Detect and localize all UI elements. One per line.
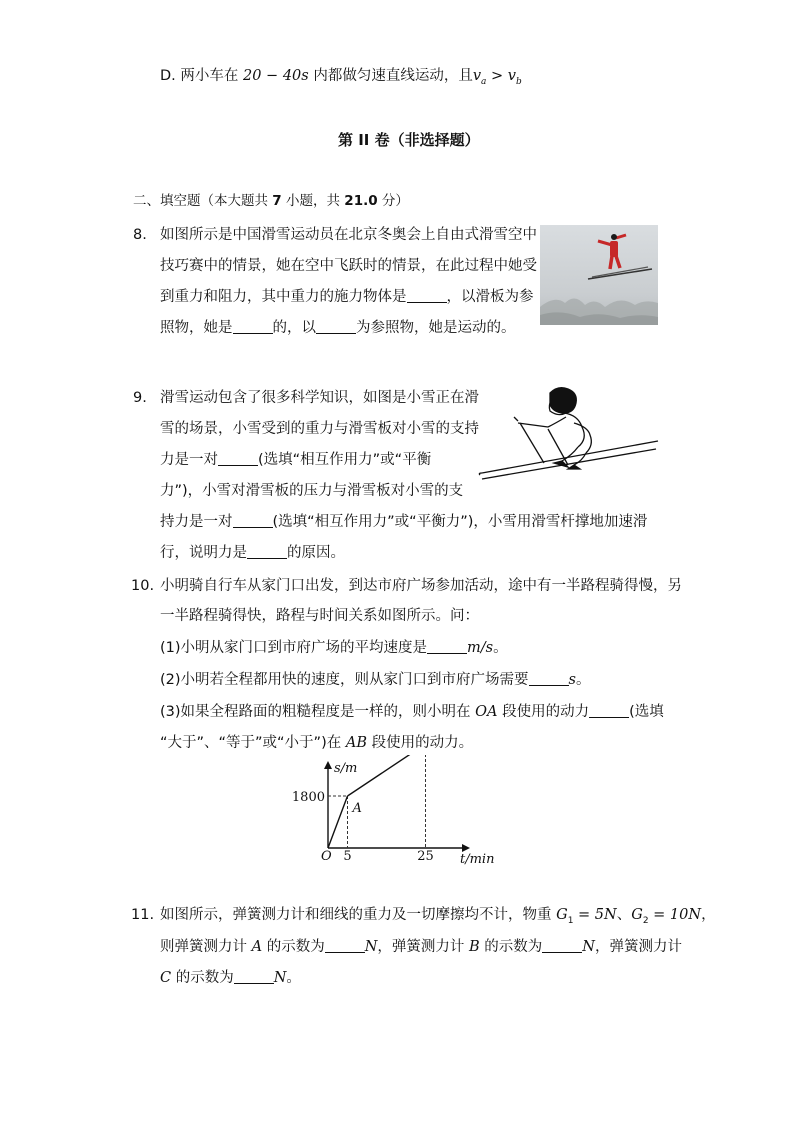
point-label-a: A <box>352 801 362 816</box>
part2-title: 第 II 卷（非选择题） <box>338 131 480 149</box>
answer-blank[interactable] <box>218 451 258 466</box>
x-axis-label: t/min <box>460 852 495 867</box>
q10-line: 小明骑自行车从家门口出发，到达市府广场参加活动，途中有一半路程骑得慢，另 <box>160 578 682 594</box>
skier-drawing-image <box>478 383 663 488</box>
q9-line: 力是一对 (选填“相互作用力”或“平衡 <box>160 452 432 468</box>
aerial-skier-photo <box>540 225 658 325</box>
q8-number: 8. <box>133 227 147 243</box>
series-segment <box>348 755 426 796</box>
q8-line: 照物，她是 的，以 为参照物，她是运动的。 <box>160 320 516 336</box>
answer-blank[interactable] <box>542 938 582 953</box>
y-tick-label: 1800 <box>291 790 325 805</box>
y-axis-label: s/m <box>334 761 358 776</box>
q10-line: (2)小明若全程都用快的速度，则从家门口到市府广场需要 s。 <box>160 672 591 688</box>
answer-blank[interactable] <box>325 938 365 953</box>
q8-line: 技巧赛中的情景，她在空中飞跃时的情景，在此过程中她受 <box>160 258 537 274</box>
q8-line: 如图所示是中国滑雪运动员在北京冬奥会上自由式滑雪空中 <box>160 227 537 243</box>
q10-line: (1)小明从家门口到市府广场的平均速度是 m/s。 <box>160 640 508 656</box>
aerial-skier-image <box>540 225 658 325</box>
q9-line: 行，说明力是 的原因。 <box>160 545 345 561</box>
q10-number: 10. <box>131 578 155 594</box>
answer-blank[interactable] <box>529 671 569 686</box>
x-tick-label: 5 <box>343 849 352 864</box>
answer-blank[interactable] <box>234 969 274 984</box>
answer-blank[interactable] <box>316 319 356 334</box>
q10-line: “大于”、“等于”或“小于”)在 AB 段使用的动力。 <box>160 735 474 751</box>
q11-number: 11. <box>131 907 155 923</box>
distance-time-chart <box>290 755 510 870</box>
answer-blank[interactable] <box>589 703 629 718</box>
q10-line: (3)如果全程路面的粗糙程度是一样的，则小明在 OA 段使用的动力 (选填 <box>160 704 664 720</box>
q7-option-d: D. 两小车在 20 − 40s 内都做匀速直线运动，且$v_a > v_b$ <box>160 68 522 87</box>
q9-line: 力”)，小雪对滑雪板的压力与滑雪板对小雪的支 <box>160 483 464 499</box>
skier-line-drawing <box>478 383 663 488</box>
q11-line: 如图所示，弹簧测力计和细线的重力及一切摩擦均不计，物重 $G_1 = 5N$、$G_2 = 10N$， <box>160 907 716 926</box>
series-segment <box>328 796 348 848</box>
q9-line: 滑雪运动包含了很多科学知识，如图是小雪正在滑 <box>160 390 479 406</box>
q11-line: C 的示数为 N。 <box>160 970 301 986</box>
answer-blank[interactable] <box>247 544 287 559</box>
answer-blank[interactable] <box>427 639 467 654</box>
q9-line: 雪的场景，小雪受到的重力与滑雪板对小雪的支持 <box>160 421 479 437</box>
q11-line: 则弹簧测力计 A 的示数为 N，弹簧测力计 B 的示数为 N，弹簧测力计 <box>160 939 682 955</box>
q10-line: 一半路程骑得快，路程与时间关系如图所示。问： <box>160 608 479 624</box>
q9-line: 持力是一对 (选填“相互作用力”或“平衡力”)，小雪用滑雪杆撑地加速滑 <box>160 514 648 530</box>
y-axis-arrow <box>324 761 332 769</box>
x-axis-arrow <box>462 844 470 852</box>
section2-heading: 二、填空题（本大题共 7 小题，共 21.0 分） <box>133 193 409 209</box>
origin-label: O <box>321 849 332 864</box>
answer-blank[interactable] <box>233 513 273 528</box>
x-tick-label: 25 <box>417 849 434 864</box>
q9-number: 9. <box>133 390 147 406</box>
answer-blank[interactable] <box>407 288 447 303</box>
q8-line: 到重力和阻力，其中重力的施力物体是 ，以滑板为参 <box>160 289 534 305</box>
answer-blank[interactable] <box>233 319 273 334</box>
